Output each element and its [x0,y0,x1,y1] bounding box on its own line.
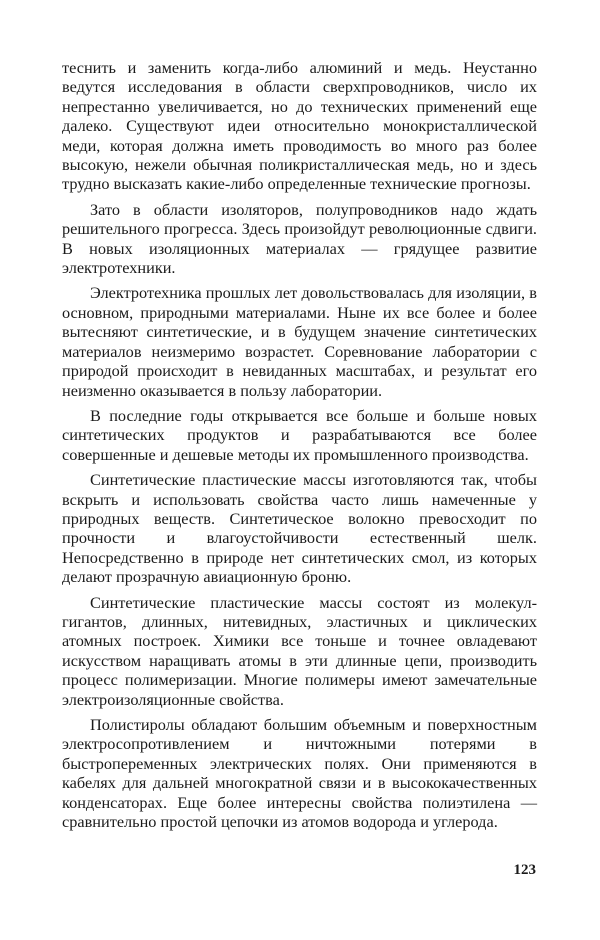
body-text [62,58,537,837]
paragraph-3: Электротехника прошлых лет довольствовалась для изоляции, в основном, природными материалами. Ныне их все более и более вытесняют синтетические, и в будущем значение синтетических материалов неизмеримо возрастет. Соревнование лаборатории с природой происходит в невиданных масштабах, и результат его неизменно оказывается в пользу лаборатории. [62,283,537,400]
page-number: 123 [513,862,536,878]
paragraph-5: Синтетические пластические массы изготовляются так, чтобы вскрыть и использовать свойства часто лишь намеченные у природных веществ. Синтетическое волокно превосходит по прочности и влагоустойчивости естественный шелк. Непосредственно в природе нет синтетических смол, из которых делают прозрачную авиационную броню. [62,470,537,587]
paragraph-1: теснить и заменить когда-либо алюминий и медь. Неустанно ведутся исследования в области сверхпроводников, число их непрестанно увеличивается, но до технических применений еще далеко. Существуют идеи относительно монокристаллической меди, которая должна иметь проводимость во много раз более высокую, нежели обычная поликристаллическая медь, но и здесь трудно высказать какие-либо определенные технические прогнозы. [62,58,537,194]
paragraph-2: Зато в области изоляторов, полупроводников надо ждать решительного прогресса. Здесь произойдут революционные сдвиги. В новых изоляционных материалах — грядущее развитие электротехники. [62,199,537,278]
paragraph-4: В последние годы открывается все больше и больше новых синтетических продуктов и разрабатываются все более совершенные и дешевые методы их промышленного производства. [62,405,537,464]
paragraph-7: Полистиролы обладают большим объемным и поверхностным электросопротивлением и ничтожными потерями в быстропеременных электрических полях. Они применяются в кабелях для дальней многократной связи и в высококачественных конденсаторах. Еще более интересны свойства полиэтилена — сравнительно простой цепочки из атомов водорода и углерода. [62,715,537,832]
paragraph-6: Синтетические пластические массы состоят из молекул-гигантов, длинных, нитевидных, эластичных и циклических атомных построек. Химики все тоньше и точнее овладевают искусством наращивать атомы в эти длинные цепи, производить процесс полимеризации. Многие полимеры имеют замечательные электроизоляционные свойства. [62,592,537,709]
